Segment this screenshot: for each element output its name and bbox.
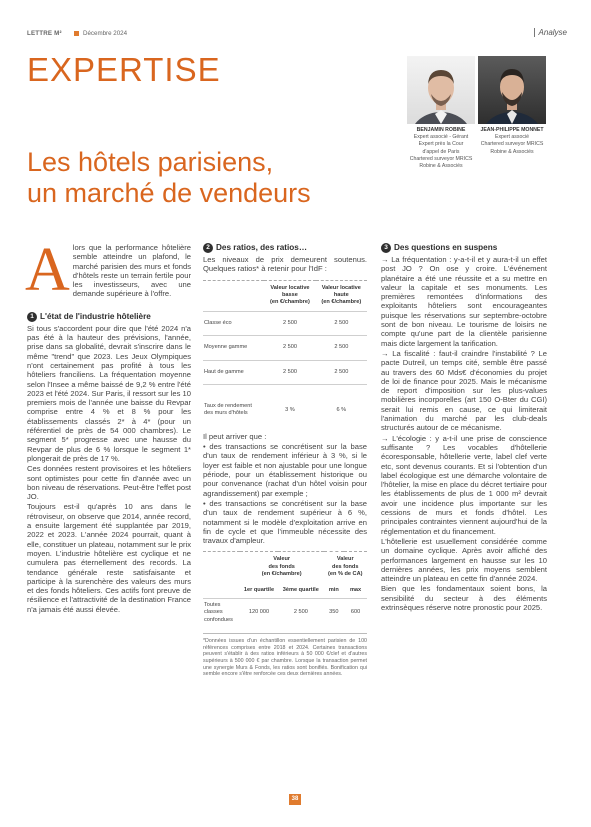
page-header xyxy=(27,27,567,41)
table-row: Moyenne gamme 2 500 2 500 xyxy=(203,336,367,360)
column-header: Valeur des fonds (en €/chambre) xyxy=(240,552,324,583)
section-title: Des ratios, des ratios… xyxy=(216,243,308,253)
bullet-paragraph: • des transactions se concrétisent sur la base d'un taux de rendement supérieur à 6 %, notamment si le modèle d'exploitation arrive en fin de cycle et que l'immeuble nécessite des travaux d'ampleur. xyxy=(203,498,367,546)
keyword: La fréquentation xyxy=(391,255,447,264)
expert-role: Robine & Associés xyxy=(490,148,534,155)
expert-name: JEAN-PHILIPPE MONNET xyxy=(480,127,544,133)
expert-role: d'appel de Paris xyxy=(422,148,460,155)
body-paragraph: → La fiscalité : faut-il craindre l'instabilité ? Le pacte Dutreil, un temps cité, semble être passé au travers des 60 Mds€ d'économies du projet de loi de finance pour 2025. Mais le mécanisme de report d'imposition sur les plus-values mobilières incorporelles (art 150 O-Bter du CGI) serait lui remis en cause, ce qui limiterait l'animation du marché par les club-deals structurés autour de ce mécanisme. xyxy=(381,348,547,433)
table-subheader-row: 1er quartile 3ème quartile min max xyxy=(243,586,362,593)
table-header-row xyxy=(203,552,367,583)
article-title-line-2: un marché de vendeurs xyxy=(27,178,311,208)
body-paragraph: → L'écologie : y a-t-il une prise de conscience suffisante ? Les vocables d'hôtellerie écoresponsable, hôtellerie verte, label clef verte etc, sont devenus courants. Et si l'obtention d'un label écologique est une démarche volontaire de l'hôtelier, la mise en place du décret tertiaire pour les établissements de plus de 1 000 m² devrait avoir une incidence plus importante sur les cessions de murs et fonds d'hôtel. Les principales contraintes viennent aujourd'hui de la réglementation et du financement. xyxy=(381,433,547,536)
table-row: Classe éco 2 500 2 500 xyxy=(203,311,367,335)
body-paragraph: L'hôtellerie est usuellement considérée comme un domaine cyclique. Après avoir affiché des performances largement en hausse sur les 10 dernières années, les prix moyens semblent atteindre un plateau en cette fin d'année 2024. xyxy=(381,536,547,584)
table-row: Taux de rendement des murs d'hôtels 3 % 6 % xyxy=(203,385,367,426)
column-header: Valeur des fonds (en % de CA) xyxy=(324,552,368,583)
column-header: Valeur locative haute (en €/chambre) xyxy=(316,280,367,311)
table-row: Haut de gamme 2 500 2 500 xyxy=(203,360,367,384)
keyword: L'écologie xyxy=(392,433,427,443)
table-header-row xyxy=(203,280,367,311)
body-paragraph: Toujours est-il qu'après 10 ans dans le rétroviseur, on observe que 2014, année record, a ensuite largement été supplantée par 2019, 2022 et 2023. L'année 2024 pourrait, quant à elle, constituer un plateau, notamment sur le prix moyen. L'industrie hôtelière est cyclique et ne cumulera pas éternellement des records. La tendance générale reste satisfaisante et participe à la surenchère des valeurs des murs et des fonds hôteliers. Ces actifs font preuve de résilience et l'attractivité de la destination France n'a jamais été aussi élevée. xyxy=(27,502,191,614)
article-column-3 xyxy=(381,243,547,613)
section-label: Analyse xyxy=(534,28,567,37)
body-paragraph: Il peut arriver que : xyxy=(203,431,267,441)
table-row: Toutes classes confondues 120 000 2 500 350 600 xyxy=(203,599,367,628)
article-column-1 xyxy=(25,236,191,615)
expert-caption-1 xyxy=(405,127,477,170)
expert-caption-2 xyxy=(476,127,548,156)
bullet-paragraph: • des transactions se concrétisent sur la base d'un taux de rendement inférieur à 3 %, si le loyer est faible et non ajustable pour une longue période, pour un établissement historique ou pour convenance (rachat d'un hôtel voisin pour agrandissement) par exemple ; xyxy=(203,442,367,498)
article-column-2 xyxy=(203,243,367,678)
keyword: La fiscalité xyxy=(392,348,430,358)
publication-name: LETTRE M² xyxy=(27,30,62,37)
expert-photo-2 xyxy=(478,56,546,124)
header-square-mark xyxy=(74,31,79,36)
expert-photo-1 xyxy=(407,56,475,124)
section-heading-2 xyxy=(203,243,367,253)
expert-role: Expert près la Cour xyxy=(418,141,464,148)
section-number-badge: 1 xyxy=(27,312,37,322)
intro-text: lors que la performance hôtelière semble atteindre un plafond, le marché parisien des murs et fonds d'hôtels reste un terrain fertile pour les investisseurs, avec une demande supérieure à l'offre. xyxy=(72,243,191,299)
section-title: L'état de l'industrie hôtelière xyxy=(40,312,151,322)
body-paragraph: Si tous s'accordent pour dire que l'été 2024 n'a pas été à la hauteur des prévisions, l'année, prise dans sa globalité, devrait s'inscrire dans le même "trend" que 2023. Les Jeux Olympiques n'ont certainement pas profité à tous les hôteliers franciliens. La fréquentation moyenne selon l'Insee a même baissé de 9,2 % entre l'été 2023 et l'été 2024. Sur Paris, il ressort sur les 10 premiers mois de l'année une baisse du Revpar comprise entre 4 % et 8 % pour les établissements classés 2* à 4* (pour un référentiel de près de 54 000 chambres). Le segment 5* progresse avec une hausse du Revpar de plus de 6 % lorsque le segment 1* plongerait de près de 17 %. xyxy=(27,323,191,463)
expert-role: Expert associé - Gérant xyxy=(413,134,469,141)
arrow-icon: → xyxy=(381,348,389,358)
expert-role: Expert associé xyxy=(494,134,530,141)
article-title xyxy=(27,147,311,209)
fonds-table xyxy=(203,551,367,627)
rubric-title: EXPERTISE xyxy=(27,51,221,88)
page-number: 38 xyxy=(289,794,301,805)
issue-date: Décembre 2024 xyxy=(83,30,128,37)
article-title-line-1: Les hôtels parisiens, xyxy=(27,147,274,177)
drop-cap: A xyxy=(25,236,70,304)
ratios-table xyxy=(203,280,367,426)
arrow-icon: → xyxy=(381,255,389,264)
row-label: Toutes classes confondues xyxy=(203,599,240,628)
expert-role: Chartered surveyor MRICS xyxy=(409,155,473,162)
arrow-icon: → xyxy=(381,433,389,443)
body-paragraph: → La fréquentation : y-a-t-il et y aura-t-il un effet post JO ? On ose y croire. L'événement planétaire a été une réussite et a su mettre en valeur la capitale et ses monuments. Les premières remontées d'informations des exploitants hôteliers sont encourageantes puisque les réservations sur septembre-octobre sont de bon niveau. Le tourisme de loisirs ne compte qu'une part de la clientèle parisienne mais dicte largement la tarification. xyxy=(381,255,547,348)
footnote: *Données issues d'un échantillon essentiellement parisien de 100 références comprises entre 2018 et 2024. Certaines transactions peuvent s'établir à des ratios inférieurs à 50 000 €/clef et d'autres supérieurs à 500 000 € par chambre. Lorsque la transaction permet une synergie Murs & Fonds, les ratios sont bonifiés. Bonification qui semble encore s'être renforcée ces deux dernières années. xyxy=(203,633,367,678)
rate-label: Taux de rendement des murs d'hôtels xyxy=(203,385,264,426)
column-header: Valeur locative basse (en €/chambre) xyxy=(264,280,315,311)
section-number-badge: 2 xyxy=(203,243,213,253)
section-number-badge: 3 xyxy=(381,243,391,253)
section-heading-3 xyxy=(381,243,547,253)
expert-role: Chartered surveyor MRICS xyxy=(480,141,544,148)
expert-role: Robine & Associés xyxy=(419,163,463,170)
section-title: Des questions en suspens xyxy=(394,243,498,253)
section-heading-1 xyxy=(27,312,191,322)
body-paragraph: Les niveaux de prix demeurent soutenus. Quelques ratios* à retenir pour l'IdF : xyxy=(203,255,367,274)
body-paragraph: Bien que les fondamentaux soient bons, la sensibilité du secteur à des éléments extrinsèques réserve notre pronostic pour 2025. xyxy=(381,584,547,612)
intro-paragraph xyxy=(25,236,191,304)
expert-name: BENJAMIN ROBINE xyxy=(416,127,466,133)
body-paragraph: Ces données restent provisoires et les hôteliers sont optimistes pour cette fin d'année avec un bon niveau de réservations. Peut-être l'effet post JO. xyxy=(27,464,191,502)
